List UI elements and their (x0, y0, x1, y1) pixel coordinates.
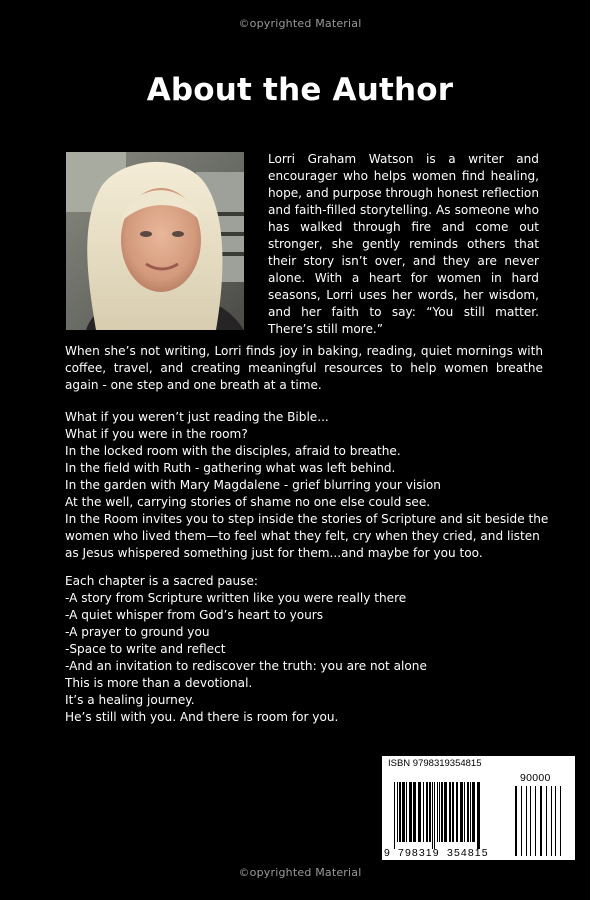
barcode-bar (439, 782, 440, 842)
barcode-bar (394, 782, 395, 849)
feature-line: -A story from Scripture written like you were really there (65, 591, 407, 605)
feature-line: He’s still with you. And there is room for you. (65, 710, 339, 724)
description-line: women who lived them—to feel what they felt, cry when they cried, and listen (65, 529, 540, 543)
price-barcode-bar (555, 786, 556, 856)
barcode-digits-group2: 354815 (447, 847, 489, 859)
barcode-bar (470, 782, 471, 842)
isbn-label: ISBN 9798319354815 (388, 758, 482, 769)
barcode-bar (441, 782, 443, 842)
barcode-bar (423, 782, 424, 842)
description-line: In the field with Ruth - gathering what was left behind. (65, 461, 396, 475)
author-portrait-image (66, 152, 244, 330)
isbn-barcode (382, 756, 575, 860)
barcode-bar (413, 782, 416, 842)
description-line: In the garden with Mary Magdalene - grief blurring your vision (65, 478, 441, 492)
author-intro-paragraph: Lorri Graham Watson is a writer and encourager who helps women find healing, hope, and purpose through honest reflection and faith-filled storytelling. As someone who has walked through fire and come out stronger, she gently reminds others that their story isn’t over, and they are never alone. With a heart for women in hard seasons, Lorri uses her words, her wisdom, and her faith to say: “You still matter. There’s still more.” (268, 152, 539, 336)
feature-line: -Space to write and reflect (65, 642, 226, 656)
price-barcode-bar (521, 786, 522, 856)
barcode-bar (429, 782, 431, 842)
copyright-watermark-top: ©opyrighted Material (238, 17, 362, 30)
price-barcode-bar (540, 786, 542, 856)
barcode-digits-group1: 798319 (398, 847, 440, 859)
barcode-bar (452, 782, 454, 842)
copyright-watermark-bottom: ©opyrighted Material (238, 866, 362, 879)
book-description (65, 409, 549, 562)
barcode-bar (418, 782, 421, 842)
price-barcode-bar (560, 786, 561, 856)
barcode-bar (402, 782, 405, 842)
chapter-features-list (65, 573, 545, 726)
barcode-bar (464, 782, 465, 842)
feature-line: Each chapter is a sacred pause: (65, 574, 258, 588)
page-edge (590, 0, 600, 900)
feature-line: -A quiet whisper from God’s heart to yours (65, 608, 324, 622)
price-barcode-bar (530, 786, 531, 856)
barcode-bar (472, 782, 475, 842)
barcode-bar (444, 782, 447, 842)
barcode-bar (477, 782, 480, 849)
barcode-bar (437, 782, 438, 842)
feature-line: -And an invitation to rediscover the truth: you are not alone (65, 659, 427, 673)
barcode-bar (399, 782, 401, 842)
barcode-bar (434, 782, 435, 849)
barcode-bar (426, 782, 428, 842)
feature-line: This is more than a devotional. (65, 676, 253, 690)
barcode-bar (397, 782, 398, 842)
description-line: In the locked room with the disciples, afraid to breathe. (65, 444, 401, 458)
author-hobbies-paragraph: When she’s not writing, Lorri finds joy in baking, reading, quiet mornings with coffee, travel, and creating meaningful resources to help women breathe again - one step and one breath at a time. (65, 344, 543, 392)
price-code: 90000 (520, 772, 551, 784)
barcode-bar (449, 782, 451, 842)
page-title: About the Author (146, 72, 454, 108)
barcode-bar (456, 782, 458, 842)
feature-line: It’s a healing journey. (65, 693, 195, 707)
description-line: In the Room invites you to step inside the stories of Scripture and sit beside the (65, 512, 549, 526)
barcode-digit-lead: 9 (384, 847, 391, 859)
barcode-bar (467, 782, 469, 842)
price-barcode-bar (546, 786, 547, 856)
price-barcode-bar (515, 786, 517, 856)
author-photo (66, 152, 244, 330)
barcode-bar (432, 782, 433, 849)
description-line: At the well, carrying stories of shame no one else could see. (65, 495, 431, 509)
price-barcode-bar (535, 786, 536, 856)
barcode-bars (382, 756, 575, 860)
barcode-bar (409, 782, 412, 842)
description-line: What if you were in the room? (65, 427, 248, 441)
feature-line: -A prayer to ground you (65, 625, 210, 639)
barcode-bar (460, 782, 463, 842)
price-barcode-bar (526, 786, 527, 856)
description-line: as Jesus whispered something just for them...and maybe for you too. (65, 546, 483, 560)
price-barcode-bar (551, 786, 552, 856)
barcode-bar (406, 782, 407, 842)
description-line: What if you weren’t just reading the Bible... (65, 410, 329, 424)
